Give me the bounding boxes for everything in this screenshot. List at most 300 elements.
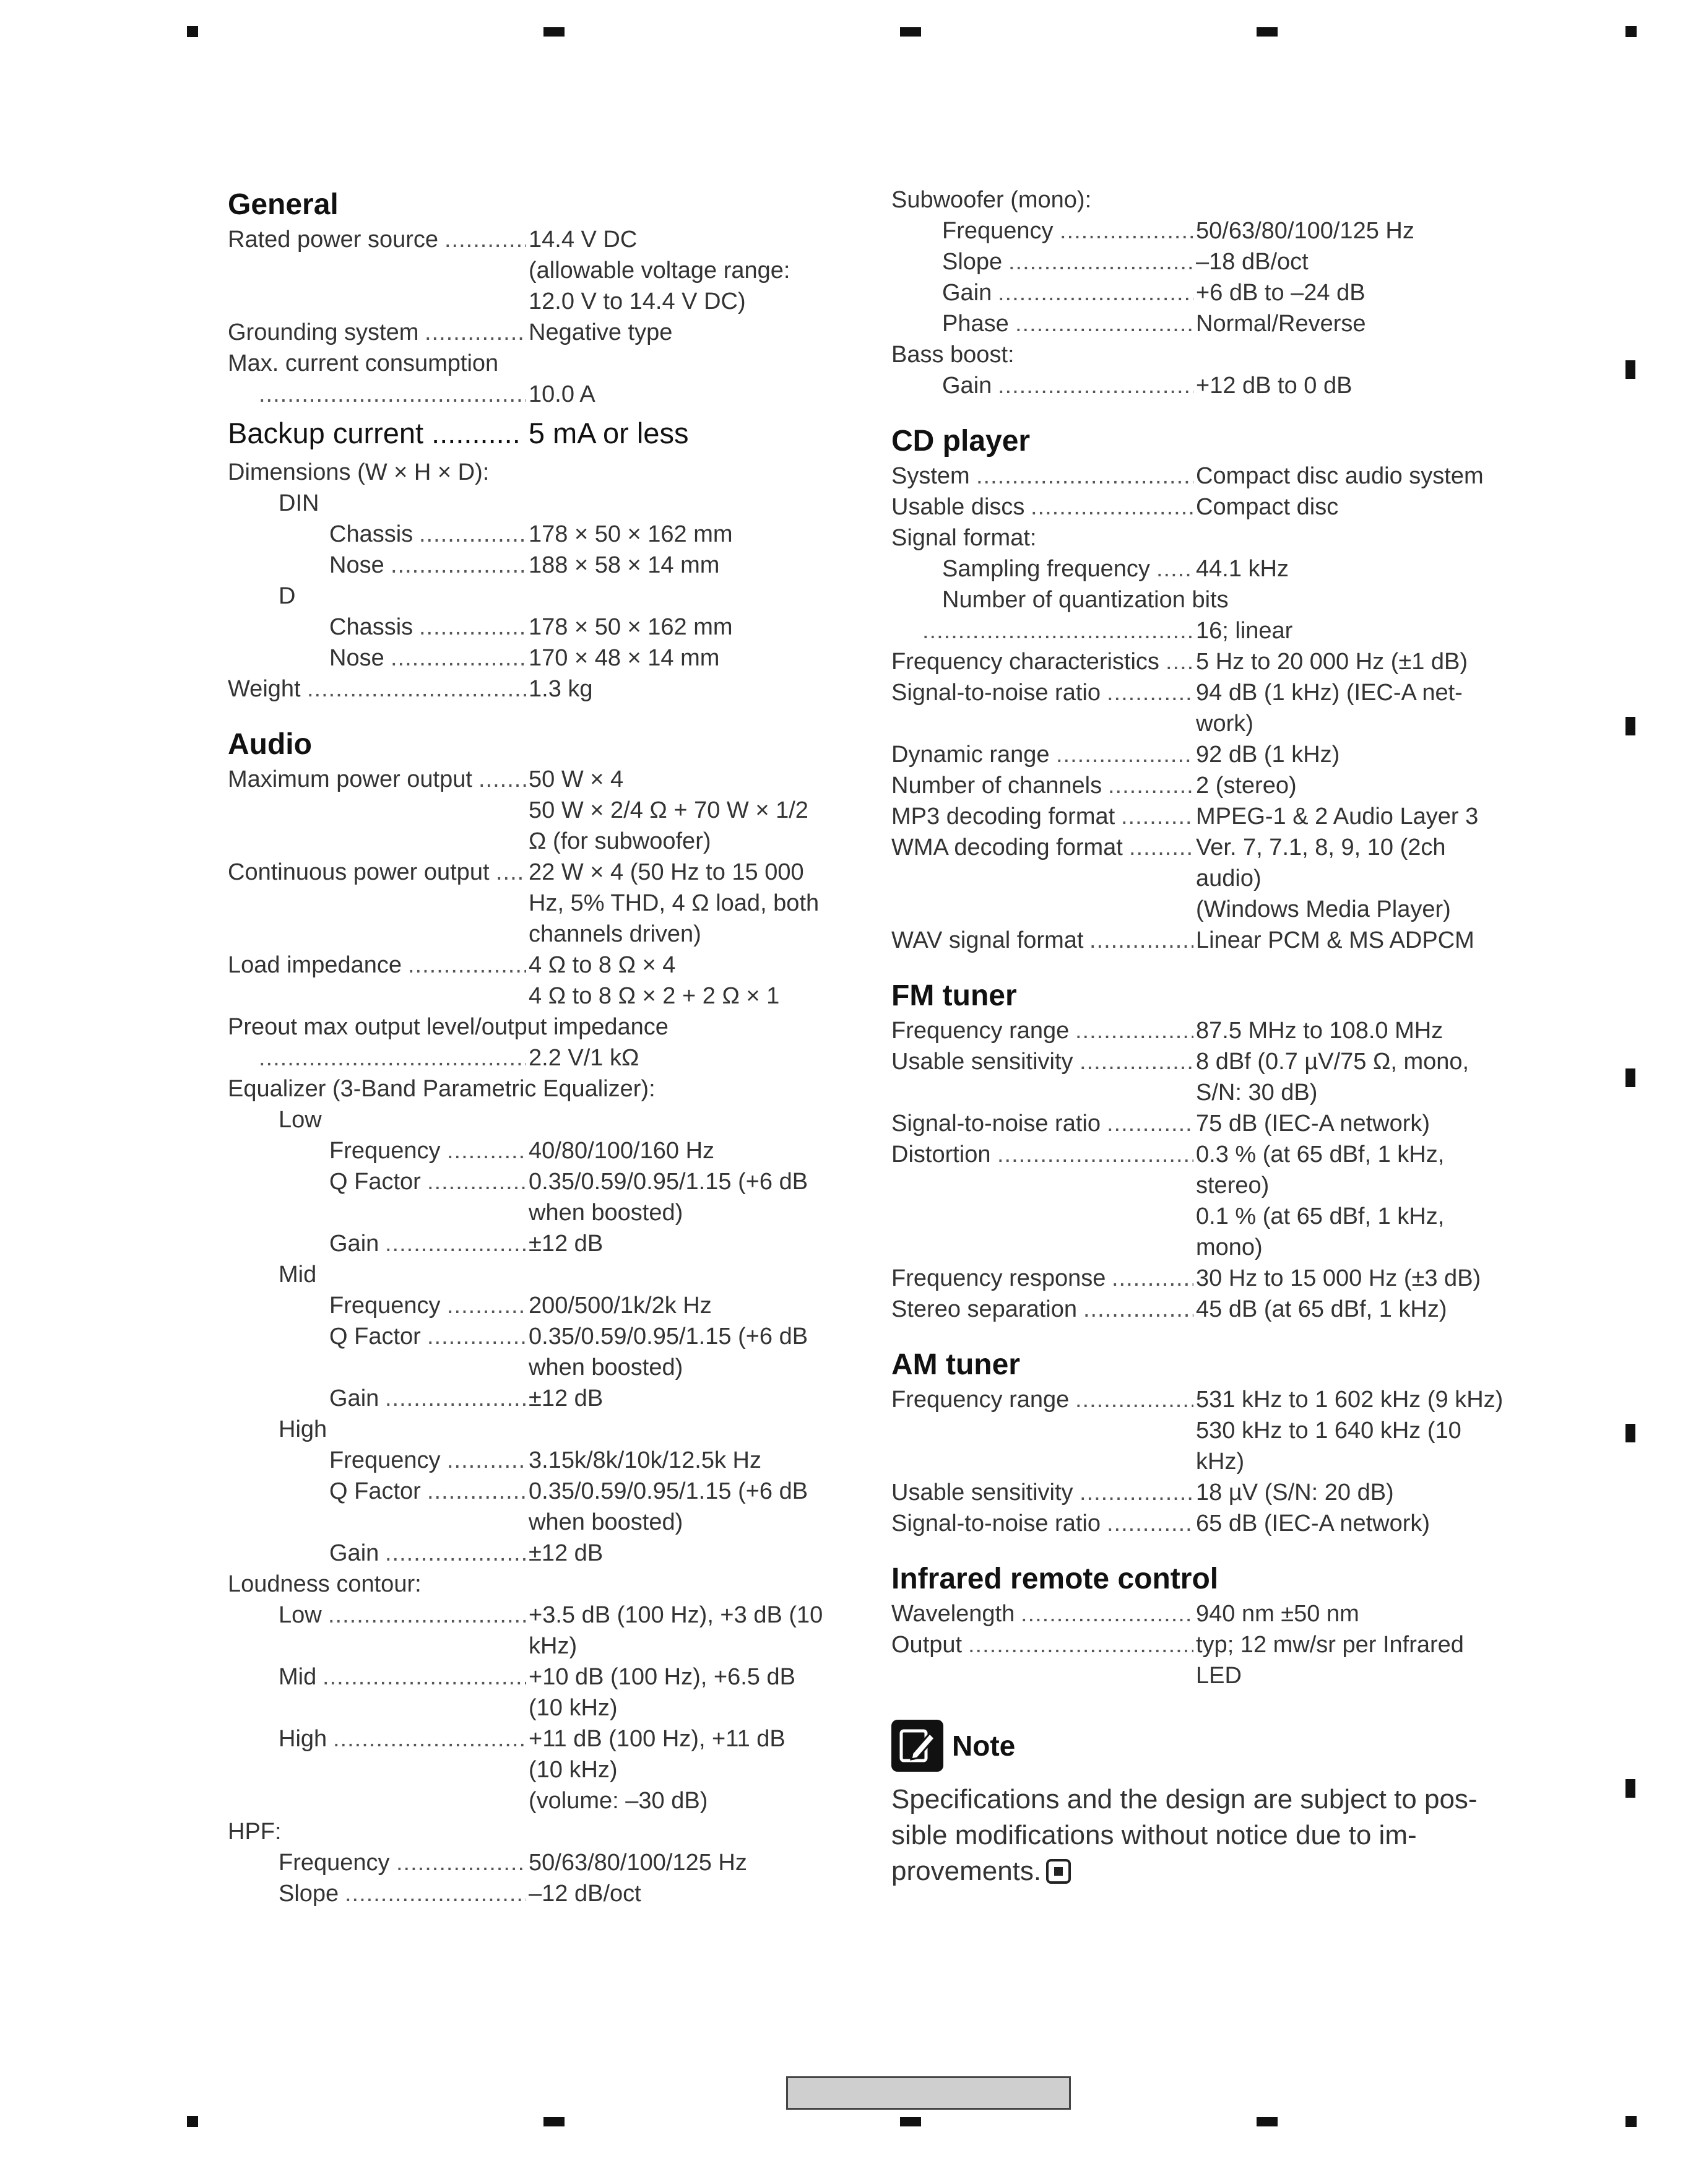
leader-dots	[447, 1290, 526, 1321]
note-text	[891, 1782, 1510, 1889]
leader-dots	[1107, 1108, 1193, 1139]
spec-row	[891, 925, 1523, 956]
leader-dots	[419, 612, 526, 643]
leader-dots	[1089, 925, 1193, 956]
end-mark-icon	[1046, 1859, 1071, 1884]
subwoofer-spec-list	[891, 184, 1523, 401]
spec-row	[228, 826, 859, 857]
spec-value: 530 kHz to 1 640 kHz (10	[1196, 1418, 1461, 1444]
spec-row	[228, 919, 859, 950]
spec-value: 1.3 kg	[529, 676, 593, 702]
leader-dots	[391, 550, 526, 581]
spec-row	[228, 1631, 859, 1662]
leader-dots	[976, 461, 1193, 492]
spec-row	[891, 522, 1523, 553]
right-column	[891, 184, 1523, 1889]
spec-label: Preout max output level/output impedance	[228, 1014, 669, 1040]
leader-dots	[419, 519, 526, 550]
section-heading-audio: Audio	[228, 728, 312, 761]
spec-row	[891, 615, 1523, 646]
spec-value: when boosted)	[529, 1200, 683, 1226]
spec-value: (10 kHz)	[529, 1695, 618, 1721]
leader-dots	[1156, 553, 1193, 584]
leader-dots	[1166, 646, 1193, 677]
spec-value: Normal/Reverse	[1196, 311, 1366, 337]
spec-value: 2 (stereo)	[1196, 773, 1297, 799]
spec-value: 50 W × 2/4 Ω + 70 W × 1/2	[529, 797, 808, 823]
spec-value: 50/63/80/100/125 Hz	[529, 1850, 747, 1876]
spec-value: work)	[1196, 711, 1253, 737]
spec-row	[891, 1108, 1523, 1139]
spec-row	[891, 492, 1523, 522]
spec-value: when boosted)	[529, 1509, 683, 1535]
spec-row	[228, 1723, 859, 1754]
leader-dots	[478, 764, 526, 795]
registration-mark	[543, 2117, 565, 2126]
leader-dots	[1080, 1046, 1193, 1077]
spec-row	[228, 1383, 859, 1414]
spec-label: Mid	[279, 1664, 317, 1690]
spec-value: 188 × 58 × 14 mm	[529, 552, 720, 578]
registration-mark	[1625, 1424, 1635, 1442]
spec-label: Usable sensitivity	[891, 1480, 1073, 1506]
spec-value: 14.4 V DC	[529, 227, 638, 253]
spec-value: 12.0 V to 14.4 V DC)	[529, 288, 746, 314]
spec-value: Linear PCM & MS ADPCM	[1196, 927, 1474, 953]
spec-label: Max. current consumption	[228, 350, 499, 376]
spec-row	[891, 215, 1523, 246]
spec-value: 531 kHz to 1 602 kHz (9 kHz)	[1196, 1387, 1504, 1413]
spec-row	[891, 863, 1523, 894]
spec-row	[891, 1232, 1523, 1263]
spec-value: MPEG-1 & 2 Audio Layer 3	[1196, 804, 1479, 830]
spec-row	[891, 1598, 1523, 1629]
spec-value: audio)	[1196, 865, 1262, 891]
leader-dots	[1008, 246, 1193, 277]
spec-label: Gain	[942, 373, 992, 399]
spec-row	[228, 888, 859, 919]
spec-label: Frequency	[942, 218, 1054, 244]
spec-label: Chassis	[329, 614, 413, 640]
spec-value: 0.1 % (at 65 dBf, 1 kHz,	[1196, 1203, 1445, 1229]
spec-label: MP3 decoding format	[891, 804, 1115, 830]
spec-row	[228, 1228, 859, 1259]
registration-mark	[900, 27, 921, 37]
spec-label: Nose	[329, 645, 384, 671]
spec-value: (volume: –30 dB)	[529, 1788, 708, 1814]
spec-value: 92 dB (1 kHz)	[1196, 742, 1340, 768]
spec-label: Subwoofer (mono):	[891, 187, 1092, 213]
spec-row	[228, 1352, 859, 1383]
leader-dots	[1083, 1294, 1193, 1325]
spec-value: 30 Hz to 15 000 Hz (±3 dB)	[1196, 1265, 1481, 1291]
spec-value: kHz)	[529, 1633, 578, 1659]
spec-row	[228, 1012, 859, 1042]
spec-row	[228, 612, 859, 643]
leader-dots	[1108, 770, 1193, 801]
spec-row	[228, 1507, 859, 1538]
spec-row	[891, 1477, 1523, 1508]
spec-row	[228, 1166, 859, 1197]
leader-dots	[259, 1042, 526, 1073]
leader-dots	[322, 1662, 526, 1692]
leader-dots	[997, 1139, 1193, 1170]
registration-mark	[1257, 2117, 1278, 2126]
spec-label: Signal-to-noise ratio	[891, 1111, 1101, 1137]
leader-dots	[391, 643, 526, 674]
spec-value: (Windows Media Player)	[1196, 896, 1451, 922]
spec-row	[228, 488, 859, 519]
leader-dots	[1129, 832, 1193, 863]
spec-value: 94 dB (1 kHz) (IEC-A net-	[1196, 680, 1463, 706]
spec-row	[228, 1816, 859, 1847]
spec-label: Usable discs	[891, 494, 1025, 520]
spec-value: +10 dB (100 Hz), +6.5 dB	[529, 1664, 795, 1690]
spec-label: Wavelength	[891, 1601, 1015, 1627]
spec-value: 8 dBf (0.7 µV/75 Ω, mono,	[1196, 1049, 1469, 1075]
fm-spec-list	[891, 1015, 1523, 1325]
spec-row	[228, 1785, 859, 1816]
spec-label: Phase	[942, 311, 1009, 337]
spec-row	[228, 1569, 859, 1600]
leader-dots	[447, 1135, 526, 1166]
spec-value: 44.1 kHz	[1196, 556, 1289, 582]
spec-row	[891, 1629, 1523, 1660]
spec-row	[891, 1015, 1523, 1046]
leader-dots	[425, 317, 526, 348]
spec-row	[891, 584, 1523, 615]
spec-row	[228, 255, 859, 286]
spec-label: Rated power source	[228, 227, 439, 253]
spec-row	[228, 1692, 859, 1723]
leader-dots	[1080, 1477, 1193, 1508]
spec-label: High	[279, 1726, 327, 1752]
spec-row	[228, 1197, 859, 1228]
spec-row	[891, 1139, 1523, 1170]
ir-spec-list	[891, 1598, 1523, 1691]
spec-row	[891, 1415, 1523, 1446]
registration-mark	[1625, 2116, 1637, 2127]
spec-label: Sampling frequency	[942, 556, 1150, 582]
spec-row	[228, 1290, 859, 1321]
spec-row	[228, 286, 859, 317]
spec-label: Output	[891, 1632, 963, 1658]
spec-label: Equalizer (3-Band Parametric Equalizer):	[228, 1076, 656, 1102]
spec-value: mono)	[1196, 1234, 1263, 1260]
spec-label: Q Factor	[329, 1169, 421, 1195]
general-spec-list	[228, 224, 859, 410]
leader-dots	[1075, 1384, 1193, 1415]
spec-value: 16; linear	[1196, 618, 1293, 644]
spec-row	[228, 1073, 859, 1104]
note-title: Note	[952, 1730, 1016, 1762]
spec-label: Usable sensitivity	[891, 1049, 1073, 1075]
spec-value: 0.35/0.59/0.95/1.15 (+6 dB	[529, 1478, 808, 1504]
spec-row	[228, 1445, 859, 1476]
spec-row	[891, 1263, 1523, 1294]
spec-label: Grounding system	[228, 319, 419, 345]
spec-value: 50 W × 4	[529, 766, 624, 792]
spec-row	[228, 764, 859, 795]
section-heading-fm-tuner: FM tuner	[891, 979, 1017, 1012]
section-heading-general: General	[228, 188, 339, 221]
spec-label: Frequency	[329, 1447, 441, 1473]
spec-row	[891, 1201, 1523, 1232]
spec-row	[891, 553, 1523, 584]
spec-row	[228, 224, 859, 255]
spec-row	[228, 1476, 859, 1507]
note-block	[891, 1718, 1523, 1889]
spec-value: LED	[1196, 1663, 1242, 1689]
spec-value: –18 dB/oct	[1196, 249, 1309, 275]
spec-row	[891, 894, 1523, 925]
spec-row	[228, 1600, 859, 1631]
spec-value: +12 dB to 0 dB	[1196, 373, 1353, 399]
spec-row	[891, 801, 1523, 832]
registration-mark	[1625, 717, 1635, 735]
leader-dots	[1075, 1015, 1193, 1046]
spec-row	[228, 581, 859, 612]
spec-row	[891, 184, 1523, 215]
left-column	[228, 186, 859, 1909]
spec-label: Frequency characteristics	[891, 649, 1159, 675]
spec-row	[228, 348, 859, 379]
spec-value: 0.35/0.59/0.95/1.15 (+6 dB	[529, 1324, 808, 1350]
leader-dots	[328, 1600, 526, 1631]
spec-label: Frequency response	[891, 1265, 1106, 1291]
spec-value: +11 dB (100 Hz), +11 dB	[529, 1726, 786, 1752]
spec-label: Loudness contour:	[228, 1571, 422, 1597]
spec-value: channels driven)	[529, 921, 701, 947]
spec-row	[891, 677, 1523, 708]
leader-dots	[447, 1445, 526, 1476]
spec-label: Number of channels	[891, 773, 1102, 799]
leader-dots	[259, 379, 526, 410]
spec-row	[228, 457, 859, 488]
spec-label: Frequency range	[891, 1018, 1070, 1044]
spec-label: Slope	[279, 1881, 339, 1907]
leader-dots	[1031, 492, 1193, 522]
spec-value: 45 dB (at 65 dBf, 1 kHz)	[1196, 1296, 1447, 1322]
spec-label: Signal format:	[891, 525, 1037, 551]
leader-dots	[307, 674, 526, 704]
leader-dots	[385, 1228, 526, 1259]
spec-row	[891, 1446, 1523, 1477]
spec-label: Weight	[228, 676, 301, 702]
spec-label: Gain	[329, 1385, 379, 1411]
section-heading-cd-player: CD player	[891, 425, 1031, 457]
spec-value: stereo)	[1196, 1172, 1270, 1198]
spec-value: +3.5 dB (100 Hz), +3 dB (10	[529, 1602, 823, 1628]
spec-row	[228, 1042, 859, 1073]
pencil-note-icon	[891, 1720, 943, 1772]
spec-row	[891, 1046, 1523, 1077]
spec-row	[891, 646, 1523, 677]
spec-value: (10 kHz)	[529, 1757, 618, 1783]
spec-row	[228, 795, 859, 826]
spec-label: Frequency	[279, 1850, 390, 1876]
registration-mark	[1257, 27, 1278, 37]
spec-value: 40/80/100/160 Hz	[529, 1138, 715, 1164]
spec-row	[891, 370, 1523, 401]
spec-row	[891, 739, 1523, 770]
spec-label: Load impedance	[228, 952, 402, 978]
spec-value: 50/63/80/100/125 Hz	[1196, 218, 1414, 244]
spec-value: 200/500/1k/2k Hz	[529, 1293, 712, 1319]
backup-current: Backup current ........... 5 mA or less	[228, 417, 689, 449]
spec-value: 940 nm ±50 nm	[1196, 1601, 1359, 1627]
spec-value: when boosted)	[529, 1354, 683, 1380]
spec-value: typ; 12 mw/sr per Infrared	[1196, 1632, 1464, 1658]
spec-row	[891, 1077, 1523, 1108]
spec-label: Q Factor	[329, 1324, 421, 1350]
spec-value: 178 × 50 × 162 mm	[529, 614, 733, 640]
spec-label: Continuous power output	[228, 859, 490, 885]
spec-value: Negative type	[529, 319, 673, 345]
registration-mark	[1625, 26, 1637, 37]
leader-dots	[427, 1166, 526, 1197]
spec-value: 22 W × 4 (50 Hz to 15 000	[529, 859, 804, 885]
spec-row	[228, 1414, 859, 1445]
spec-value: Ver. 7, 7.1, 8, 9, 10 (2ch	[1196, 834, 1446, 860]
spec-row	[228, 379, 859, 410]
spec-label: WMA decoding format	[891, 834, 1123, 860]
leader-dots	[1056, 739, 1193, 770]
spec-label: Stereo separation	[891, 1296, 1077, 1322]
registration-mark	[900, 2117, 921, 2126]
spec-row	[228, 981, 859, 1012]
spec-label: DIN	[279, 490, 319, 516]
spec-label: Bass boost:	[891, 342, 1015, 368]
spec-value: ±12 dB	[529, 1540, 604, 1566]
spec-label: WAV signal format	[891, 927, 1084, 953]
spec-row	[891, 461, 1523, 492]
leader-dots	[427, 1321, 526, 1352]
spec-label: Distortion	[891, 1142, 991, 1168]
spec-row	[891, 277, 1523, 308]
note-body: Specifications and the design are subject to pos-sible modifications without notice due to im-provements.	[891, 1784, 1478, 1886]
spec-row	[228, 550, 859, 581]
spec-row	[228, 643, 859, 674]
spec-value: (allowable voltage range:	[529, 258, 790, 284]
spec-label: Frequency	[329, 1138, 441, 1164]
spec-row	[891, 832, 1523, 863]
spec-value: ±12 dB	[529, 1231, 604, 1257]
spec-value: kHz)	[1196, 1449, 1245, 1475]
spec-label: Gain	[329, 1231, 379, 1257]
spec-value: Compact disc	[1196, 494, 1339, 520]
spec-value: Hz, 5% THD, 4 Ω load, both	[529, 890, 820, 916]
leader-dots	[396, 1847, 526, 1878]
spec-value: 178 × 50 × 162 mm	[529, 521, 733, 547]
spec-row	[891, 708, 1523, 739]
spec-value: 170 × 48 × 14 mm	[529, 645, 720, 671]
spec-label: Frequency range	[891, 1387, 1070, 1413]
leader-dots	[408, 950, 526, 981]
leader-dots	[385, 1538, 526, 1569]
spec-value: 0.3 % (at 65 dBf, 1 kHz,	[1196, 1142, 1445, 1168]
registration-mark	[1625, 1779, 1635, 1798]
spec-label: Maximum power output	[228, 766, 472, 792]
spec-value: 3.15k/8k/10k/12.5k Hz	[529, 1447, 761, 1473]
spec-row	[228, 857, 859, 888]
leader-dots	[345, 1878, 526, 1909]
spec-label: Dynamic range	[891, 742, 1050, 768]
spec-label: Low	[279, 1107, 322, 1133]
spec-row	[228, 1754, 859, 1785]
spec-value: 10.0 A	[529, 381, 595, 407]
spec-value: ±12 dB	[529, 1385, 604, 1411]
spec-value: +6 dB to –24 dB	[1196, 280, 1366, 306]
leader-dots	[1107, 1508, 1193, 1539]
spec-label: Signal-to-noise ratio	[891, 680, 1101, 706]
spec-value: 4 Ω to 8 Ω × 2 + 2 Ω × 1	[529, 983, 780, 1009]
spec-value: 75 dB (IEC-A network)	[1196, 1111, 1430, 1137]
leader-dots	[333, 1723, 526, 1754]
spec-row	[228, 1538, 859, 1569]
general-spec-list-2	[228, 457, 859, 704]
spec-label: Chassis	[329, 521, 413, 547]
leader-dots	[427, 1476, 526, 1507]
page-number-box	[786, 2076, 1071, 2110]
audio-spec-list	[228, 764, 859, 1909]
spec-label: Mid	[279, 1262, 317, 1288]
registration-mark	[187, 2116, 198, 2127]
leader-dots	[1021, 1598, 1193, 1629]
spec-value: 4 Ω to 8 Ω × 4	[529, 952, 676, 978]
leader-dots	[1112, 1263, 1193, 1294]
spec-row	[228, 1321, 859, 1352]
leader-dots	[1107, 677, 1193, 708]
leader-dots	[968, 1629, 1193, 1660]
leader-dots	[444, 224, 526, 255]
spec-row	[228, 519, 859, 550]
spec-label: Dimensions (W × H × D):	[228, 459, 490, 485]
spec-value: 0.35/0.59/0.95/1.15 (+6 dB	[529, 1169, 808, 1195]
spec-label: System	[891, 463, 970, 489]
spec-label: Frequency	[329, 1293, 441, 1319]
spec-row	[891, 308, 1523, 339]
spec-row	[228, 1662, 859, 1692]
spec-label: High	[279, 1416, 327, 1442]
spec-label: Low	[279, 1602, 322, 1628]
spec-row	[891, 1384, 1523, 1415]
spec-value: 5 Hz to 20 000 Hz (±1 dB)	[1196, 649, 1468, 675]
spec-row	[891, 339, 1523, 370]
section-heading-infrared-remote: Infrared remote control	[891, 1562, 1219, 1595]
spec-label: Signal-to-noise ratio	[891, 1510, 1101, 1536]
spec-value: S/N: 30 dB)	[1196, 1080, 1318, 1106]
spec-row	[228, 1259, 859, 1290]
leader-dots	[385, 1383, 526, 1414]
spec-row	[228, 1104, 859, 1135]
leader-dots	[1121, 801, 1193, 832]
spec-label: HPF:	[228, 1819, 282, 1845]
cd-spec-list	[891, 461, 1523, 956]
leader-dots	[998, 277, 1193, 308]
spec-label: D	[279, 583, 296, 609]
leader-dots	[1060, 215, 1193, 246]
spec-label: Nose	[329, 552, 384, 578]
section-heading-am-tuner: AM tuner	[891, 1348, 1020, 1381]
registration-mark	[543, 27, 565, 37]
spec-row	[228, 1847, 859, 1878]
spec-row	[891, 246, 1523, 277]
spec-row	[228, 1878, 859, 1909]
spec-value: Ω (for subwoofer)	[529, 828, 711, 854]
am-spec-list	[891, 1384, 1523, 1539]
leader-dots	[998, 370, 1193, 401]
